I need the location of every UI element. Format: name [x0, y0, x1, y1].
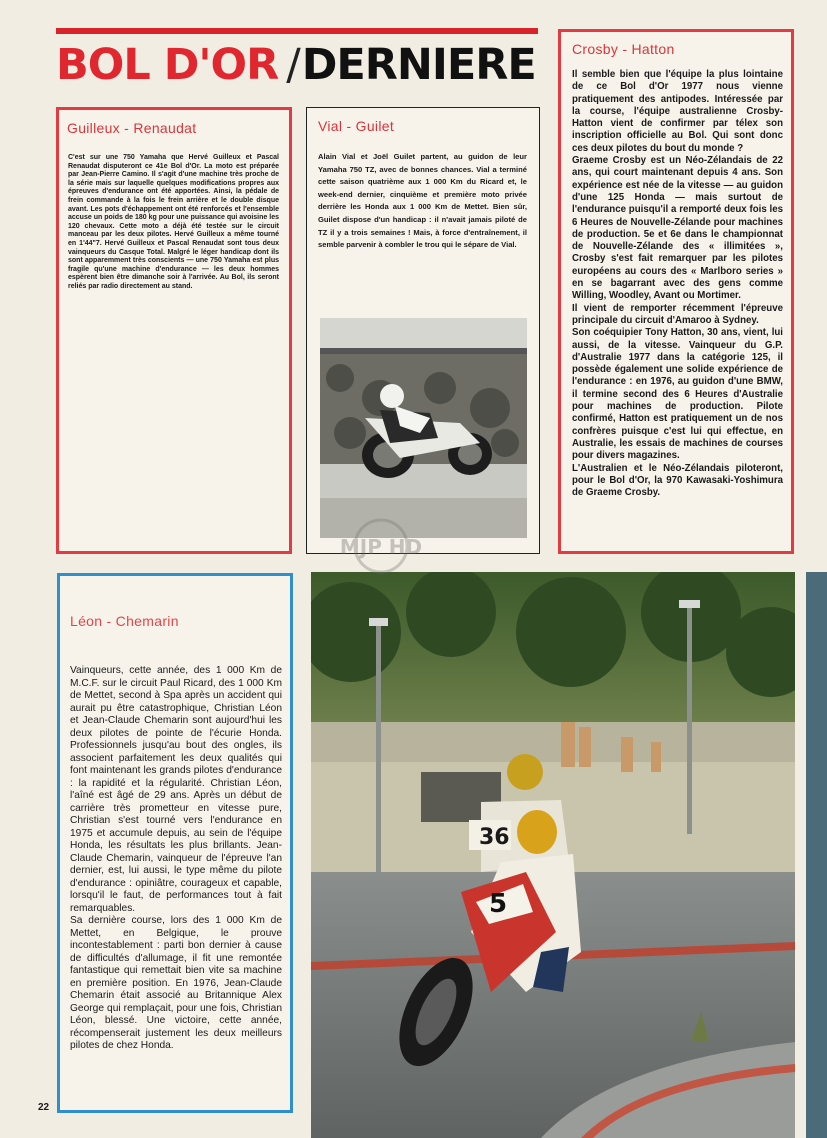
- race-photo-drawing: [311, 572, 795, 1138]
- crosby-hatton-body: [572, 69, 783, 499]
- page-headline: [56, 40, 546, 90]
- watermark-text: MJP HD: [339, 535, 423, 559]
- leon-chemarin-box: [57, 573, 293, 1113]
- crosby-hatton-box: [558, 29, 794, 554]
- front-bike-number: 5: [489, 889, 508, 919]
- headline-bol-dor: BOL D'OR: [56, 40, 279, 90]
- rear-bike-number: 36: [479, 825, 510, 850]
- leon-paragraph-2: Sa dernière course, lors des 1 000 Km de Mettet, en Belgique, le prouve incontestablement : parti bon dernier à cause de difficultés d'allumage, il fit une remontée fantastique qui remettait bien vite sa machine en première position. En 1976, Jean-Claude Chemarin était associé au Britannique Alex George qui remplaçait, pour une fois, Christian Léon, blessé. Une victoire, cette année, récompenserait justement les deux meilleurs pilotes de chez Honda.: [70, 915, 282, 1051]
- guilleux-renaudat-box: [56, 107, 292, 554]
- vial-racing-photo: [320, 318, 527, 538]
- honda-race-photo: [311, 572, 795, 1138]
- page-number: 22: [38, 1102, 50, 1113]
- crosby-paragraph-2: Graeme Crosby est un Néo-Zélandais de 22 ans, qui court maintenant depuis 4 ans. Son expérience est née de la vitesse — au guidon d'une 125 Honda — mais surtout de l'endurance puisqu'il a remporté deux fois les 6 Heures de Nouvelle-Zélande pour machines de production. 5e et 6e dans le championnat de Nouvelle-Zélande des « illimitées », Crosby s'est fait remarquer par les pilotes européens au cours des « Marlboro series » en se bagarrant avec des gens comme Willing, Woodley, Avant ou Mortimer.: [572, 155, 783, 302]
- guilleux-renaudat-body: C'est sur une 750 Yamaha que Hervé Guilleux et Pascal Renaudat disputeront ce 41e Bol d'Or. La moto est préparée par Jean-Pierre Camino. Il s'agit d'une machine très proche de la série mais sur laquelle quelques modifications propres aux épreuves d'endurance ont été apportées. Ainsi, la pédale de frein commande à la fois le frein arrière et le double disque avant. Les pots d'échappement ont été renforcés et l'ensemble accuse un poids de 180 kg pour une puissance qui avoisine les 120 chevaux. Cette moto a déjà été testée sur le circuit manceau par les deux pilotes. Hervé Guilleux a même tourné en 1'44"7. Hervé Guilleux et Pascal Renaudat sont tous deux vainqueurs du Casque Total. Malgré le léger handicap dont ils sont apparemment très conscients — une 750 Yamaha est plus fragile qu'une machine d'endurance — les deux hommes espèrent bien être dimanche soir à l'arrivée. Au Bol, ils seront reliés par radio directement au stand.: [68, 154, 279, 290]
- headline-derniere: DERNIERE: [301, 40, 536, 90]
- mjp-hd-watermark: [336, 516, 426, 592]
- watermark-drawing: [336, 516, 426, 592]
- crosby-paragraph-1: Il semble bien que l'équipe la plus lointaine de ce Bol d'Or 1977 nous vienne pratiquement des antipodes. Intéressée par la course, l'équipe australienne Crosby-Hatton vient de confirmer par télex son inscription officielle au Bol. Qui sont donc ces deux pilotes du bout du monde ?: [572, 69, 783, 154]
- crosby-paragraph-4: Son coéquipier Tony Hatton, 30 ans, vient, lui aussi, de la vitesse. Vainqueur du G.P. d'Australie 1977 dans la catégorie 125, il possède également une solide expérience de l'endurance : en 1976, au guidon d'une BMW, il termine second des 6 Heures d'Australie pour machines de production. Pilote confirmé, Hatton est pratiquement un de nos confrères puisque c'est lui qui effectue, en Australie, les essais de machines de courses pour divers magazines.: [572, 327, 783, 462]
- crosby-paragraph-3: Il vient de remporter récemment l'épreuve principale du circuit d'Amaroo à Sydney.: [572, 302, 783, 326]
- header-red-rule: [56, 28, 538, 34]
- leon-chemarin-title: Léon - Chemarin: [70, 613, 179, 629]
- leon-paragraph-1: Vainqueurs, cette année, des 1 000 Km de M.C.F. sur le circuit Paul Ricard, des 1 000 Km de Mettet, second à Spa après un accident qui aurait pu être catastrophique, Christian Léon et Jean-Claude Chemarin sont aujourd'hui les deux pilotes de pointe de l'écurie Honda. Professionnels jusqu'au bout des ongles, ils associent parfaitement les deux qualités qui font maintenant les grands pilotes d'endurance : la rapidité et la régularité. Christian Léon, l'aîné est âgé de 29 ans. Après un début de carrière très prometteur en vitesse pure, Christian s'est tourné vers l'endurance en 1975 et accumule depuis, au sein de l'équipe Honda, les résultats les plus brillants. Jean-Claude Chemarin, vainqueur de l'épreuve l'an dernier, est, lui aussi, le type même du pilote d'endurance : opiniâtre, courageux et capable, lorsqu'il le faut, de performances tout à fait remarquables.: [70, 665, 282, 914]
- adjacent-page-edge: [806, 572, 827, 1138]
- vial-guilet-title: Vial - Guilet: [318, 118, 395, 134]
- vial-photo-drawing: [320, 318, 527, 538]
- crosby-hatton-title: Crosby - Hatton: [572, 41, 675, 57]
- leon-chemarin-body: [70, 665, 282, 1053]
- vial-guilet-body: Alain Vial et Joël Guilet partent, au guidon de leur Yamaha 750 TZ, avec de bonnes chances. Vial a terminé cette saison quatrième aux 1 000 Km du Ricard et, le week-end dernier, cinquième et première moto privée derrière les Honda aux 1 000 Km de Mettet. Bien sûr, Guilet dispose d'un handicap : il n'avait jamais piloté de TZ il y a trois semaines ! Mais, à force d'entraînement, il semble parvenir à combler le trou qui le sépare de Vial.: [318, 152, 527, 250]
- crosby-paragraph-5: L'Australien et le Néo-Zélandais piloteront, pour le Bol d'Or, la 970 Kawasaki-Yoshimura de Graeme Crosby.: [572, 462, 783, 499]
- guilleux-renaudat-title: Guilleux - Renaudat: [67, 120, 197, 136]
- headline-slash: /: [286, 40, 300, 90]
